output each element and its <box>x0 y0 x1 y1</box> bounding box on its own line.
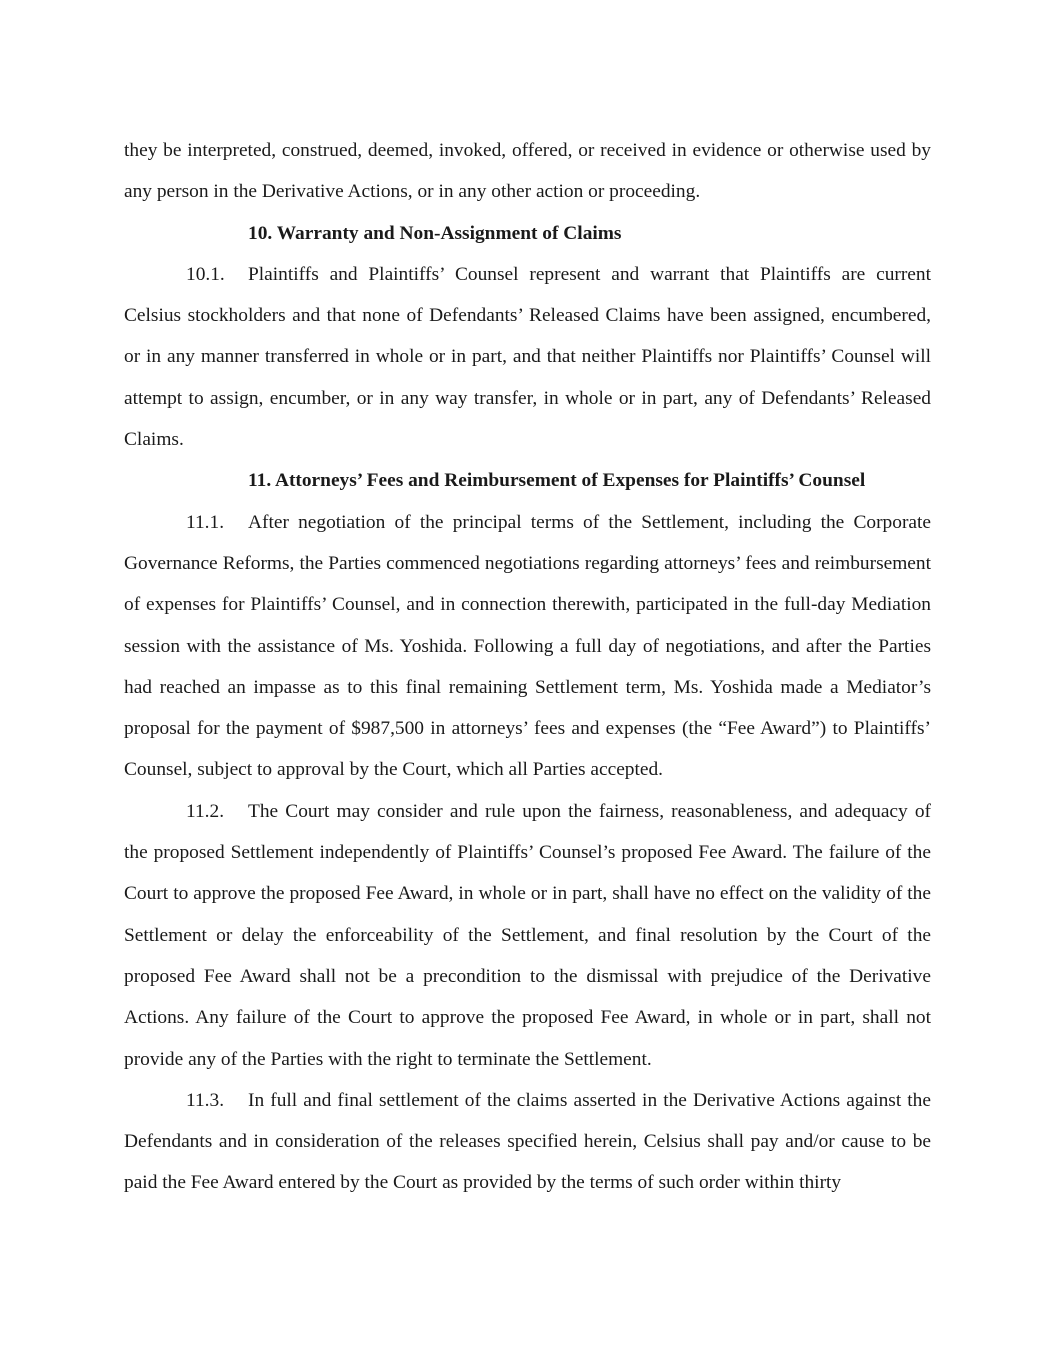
paragraph-text: The Court may consider and rule upon the fairness, reasonableness, and adequacy of the proposed Settlement independently of Plaintiffs’ Counsel’s proposed Fee Award. The failure of the Court to approve the proposed Fee Award, in whole or in part, shall have no effect on the validity of the Settlement or delay the enforceability of the Settlement, and final resolution by the Court of the proposed Fee Award shall not be a precondition to the dismissal with prejudice of the Derivative Actions. Any failure of the Court to approve the proposed Fee Award, in whole or in part, shall not provide any of the Parties with the right to terminate the Settlement. <box>124 800 931 1070</box>
paragraph-text: After negotiation of the principal terms of the Settlement, including the Corporate Governance Reforms, the Parties commenced negotiations regarding attorneys’ fees and reimbursement of expenses for Plaintiffs’ Counsel, and in connection therewith, participated in the full-day Mediation session with the assistance of Ms. Yoshida. Following a full day of negotiations, and after the Parties had reached an impasse as to this final remaining Settlement term, Ms. Yoshida made a Mediator’s proposal for the payment of $987,500 in attorneys’ fees and expenses (the “Fee Award”) to Plaintiffs’ Counsel, subject to approval by the Court, which all Parties accepted. <box>124 511 931 781</box>
section-heading-10: 10. Warranty and Non-Assignment of Claims <box>248 222 622 244</box>
paragraph-11-2 <box>124 791 931 1080</box>
paragraph-continuation: they be interpreted, construed, deemed, invoked, offered, or received in evidence or otherwise used by any person in the Derivative Actions, or in any other action or proceeding. <box>124 140 931 203</box>
paragraph-10-1 <box>124 254 931 460</box>
paragraph-number: 11.3. <box>186 1089 225 1111</box>
paragraph-text: In full and final settlement of the claims asserted in the Derivative Actions against the Defendants and in consideration of the releases specified herein, Celsius shall pay and/or cause to be paid the Fee Award entered by the Court as provided by the terms of such order within thirty <box>124 1089 931 1194</box>
paragraph-number: 11.2. <box>186 800 225 822</box>
paragraph-11-3 <box>124 1080 931 1204</box>
section-heading-11: 11. Attorneys’ Fees and Reimbursement of Expenses for Plaintiffs’ Counsel <box>248 470 866 492</box>
paragraph-11-1 <box>124 502 931 791</box>
paragraph-text: Plaintiffs and Plaintiffs’ Counsel represent and warrant that Plaintiffs are current Celsius stockholders and that none of Defendants’ Released Claims have been assigned, encumbered, or in any manner transferred in whole or in part, and that neither Plaintiffs nor Plaintiffs’ Counsel will attempt to assign, encumber, or in any way transfer, in whole or in part, any of Defendants’ Released Claims. <box>124 263 931 451</box>
paragraph-number: 11.1. <box>186 511 225 533</box>
paragraph-number: 10.1. <box>186 263 225 285</box>
document-page <box>124 130 931 1204</box>
